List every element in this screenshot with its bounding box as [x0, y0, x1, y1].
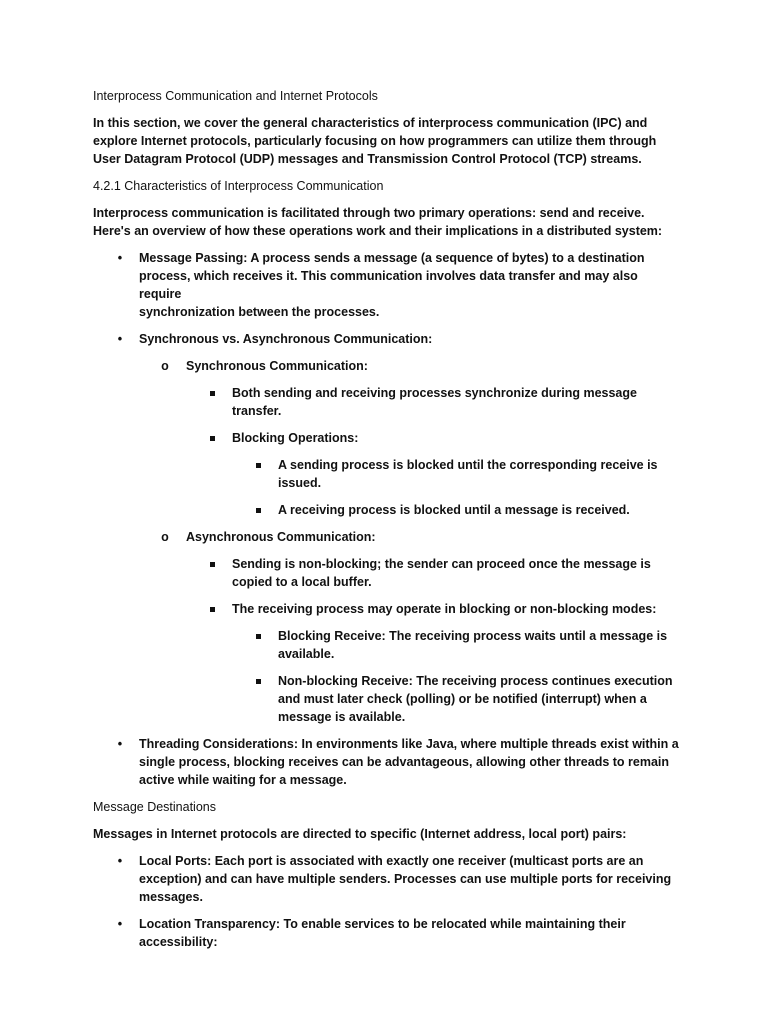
level4-bullet-sending-blocked	[93, 456, 683, 492]
bullet-text: A receiving process is blocked until a message is received.	[278, 503, 630, 517]
bullet-text: Blocking Operations:	[232, 431, 359, 445]
bullet-text: Non-blocking Receive: The receiving process continues execution	[278, 674, 673, 688]
bullet-text: exception) and can have multiple senders. Processes can use multiple ports for receiving	[139, 872, 672, 886]
bullet-text: Local Ports: Each port is associated with exactly one receiver (multicast ports are an	[139, 854, 644, 868]
bullet-text: A sending process is blocked until the corresponding receive is	[278, 458, 658, 472]
bullet-text: Synchronous vs. Asynchronous Communication:	[139, 332, 433, 346]
sub-sub-bullet-blocking-ops	[93, 429, 683, 447]
square-marker	[210, 391, 215, 396]
bullet-text: The receiving process may operate in blocking or non-blocking modes:	[232, 602, 657, 616]
destinations-heading: Message Destinations	[93, 800, 216, 814]
square-marker	[210, 607, 215, 612]
bullet-marker: •	[117, 737, 123, 751]
circle-marker: o	[161, 530, 169, 544]
square-marker	[210, 562, 215, 567]
bullet-marker: •	[117, 332, 123, 346]
square-marker	[256, 463, 261, 468]
bullet-text: Threading Considerations: In environments like Java, where multiple threads exist within a	[139, 737, 679, 751]
document-title: Interprocess Communication and Internet Protocols	[93, 89, 378, 103]
bullet-marker: •	[117, 854, 123, 868]
bullet-sync-async	[93, 330, 683, 348]
document-page	[93, 87, 683, 951]
bullet-text: messages.	[139, 890, 203, 904]
bullet-text: single process, blocking receives can be advantageous, allowing other threads to remain	[139, 755, 670, 769]
bullet-text: Asynchronous Communication:	[186, 530, 376, 544]
bullet-text: Sending is non-blocking; the sender can proceed once the message is	[232, 557, 651, 571]
section-intro-line: Interprocess communication is facilitated through two primary operations: send and receive.	[93, 206, 645, 220]
bullet-text: synchronization between the processes.	[139, 305, 380, 319]
level4-bullet-nonblocking-receive	[93, 672, 683, 726]
bullet-text: Blocking Receive: The receiving process waits until a message is	[278, 629, 668, 643]
bullet-local-ports	[93, 852, 683, 906]
intro-line: User Datagram Protocol (UDP) messages and Transmission Control Protocol (TCP) streams.	[93, 152, 642, 166]
sub-bullet-synchronous	[93, 357, 683, 375]
intro-line: In this section, we cover the general characteristics of interprocess communication (IPC) and	[93, 116, 648, 130]
intro-paragraph	[93, 114, 683, 168]
circle-marker: o	[161, 359, 169, 373]
bullet-marker: •	[117, 251, 123, 265]
bullet-text: available.	[278, 647, 335, 661]
bullet-text: active while waiting for a message.	[139, 773, 347, 787]
level4-bullet-blocking-receive	[93, 627, 683, 663]
level4-bullet-receiving-blocked	[93, 501, 683, 519]
square-marker	[256, 634, 261, 639]
square-marker	[256, 679, 261, 684]
square-marker	[210, 436, 215, 441]
bullet-text: accessibility:	[139, 935, 218, 949]
bullet-text: and must later check (polling) or be notified (interrupt) when a	[278, 692, 647, 706]
bullet-text: process, which receives it. This communication involves data transfer and may also require	[139, 269, 638, 301]
section-heading: 4.2.1 Characteristics of Interprocess Communication	[93, 179, 384, 193]
bullet-marker: •	[117, 917, 123, 931]
bullet-text: message is available.	[278, 710, 406, 724]
bullet-text: Message Passing: A process sends a message (a sequence of bytes) to a destination	[139, 251, 645, 265]
bullet-text: issued.	[278, 476, 322, 490]
section-intro	[93, 204, 683, 240]
sub-bullet-asynchronous	[93, 528, 683, 546]
bullet-text: Location Transparency: To enable services to be relocated while maintaining their	[139, 917, 626, 931]
square-marker	[256, 508, 261, 513]
section-intro-line: Here's an overview of how these operations work and their implications in a distributed system:	[93, 224, 663, 238]
intro-line: explore Internet protocols, particularly focusing on how programmers can utilize them through	[93, 134, 657, 148]
sub-sub-bullet-receiving-modes	[93, 600, 683, 618]
bullet-threading	[93, 735, 683, 789]
bullet-text: Synchronous Communication:	[186, 359, 368, 373]
bullet-location-transparency	[93, 915, 683, 951]
sub-sub-bullet-sync-both	[93, 384, 683, 420]
sub-sub-bullet-sending-nonblocking	[93, 555, 683, 591]
destinations-intro: Messages in Internet protocols are directed to specific (Internet address, local port) pairs:	[93, 827, 627, 841]
bullet-message-passing	[93, 249, 683, 321]
bullet-text: Both sending and receiving processes synchronize during message transfer.	[232, 386, 637, 418]
bullet-text: copied to a local buffer.	[232, 575, 372, 589]
